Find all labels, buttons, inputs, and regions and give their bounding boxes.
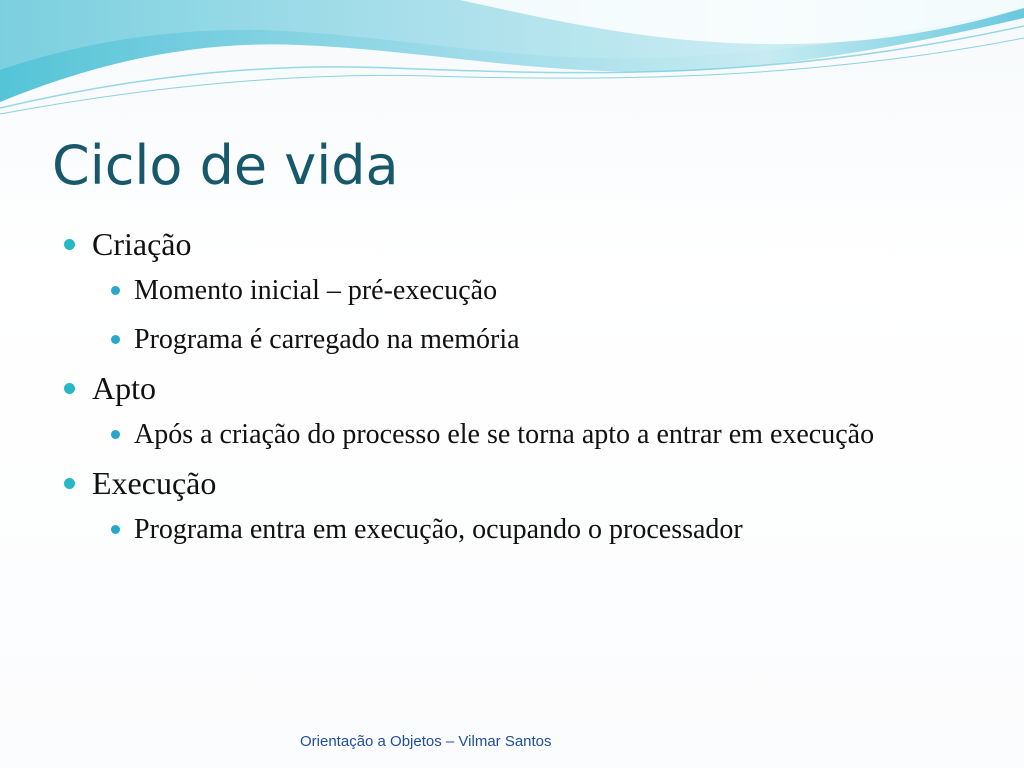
bullet-icon (64, 239, 75, 250)
bullet-list (60, 224, 960, 558)
list-item (60, 224, 960, 360)
bullet-icon (111, 286, 120, 295)
sub-list-item (92, 414, 954, 455)
bullet-icon (111, 430, 120, 439)
bullet-icon (64, 383, 75, 394)
sub-list-item-text: Programa entra em execução, ocupando o processador (134, 514, 743, 545)
sub-list-item-text: Momento inicial – pré-execução (134, 275, 498, 306)
slide-footer: Orientação a Objetos – Vilmar Santos (300, 733, 552, 750)
bullet-icon (111, 525, 120, 534)
sub-list-item (92, 509, 960, 550)
list-item-label: Apto (92, 370, 156, 406)
list-item (60, 463, 960, 550)
sub-list (92, 270, 960, 360)
sub-list-item (92, 319, 960, 360)
list-item-label: Criação (92, 226, 192, 262)
sub-list-item (92, 270, 960, 311)
sub-list (92, 509, 960, 550)
list-item-label: Execução (92, 465, 217, 501)
sub-list-item-text: Programa é carregado na memória (134, 324, 520, 355)
bullet-icon (111, 335, 120, 344)
slide-title: Ciclo de vida (52, 134, 399, 197)
list-item (60, 368, 960, 455)
bullet-icon (64, 478, 75, 489)
decorative-wave-header (0, 0, 1024, 120)
sub-list-item-text: Após a criação do processo ele se torna apto a entrar em execução (134, 419, 875, 450)
sub-list (92, 414, 960, 455)
